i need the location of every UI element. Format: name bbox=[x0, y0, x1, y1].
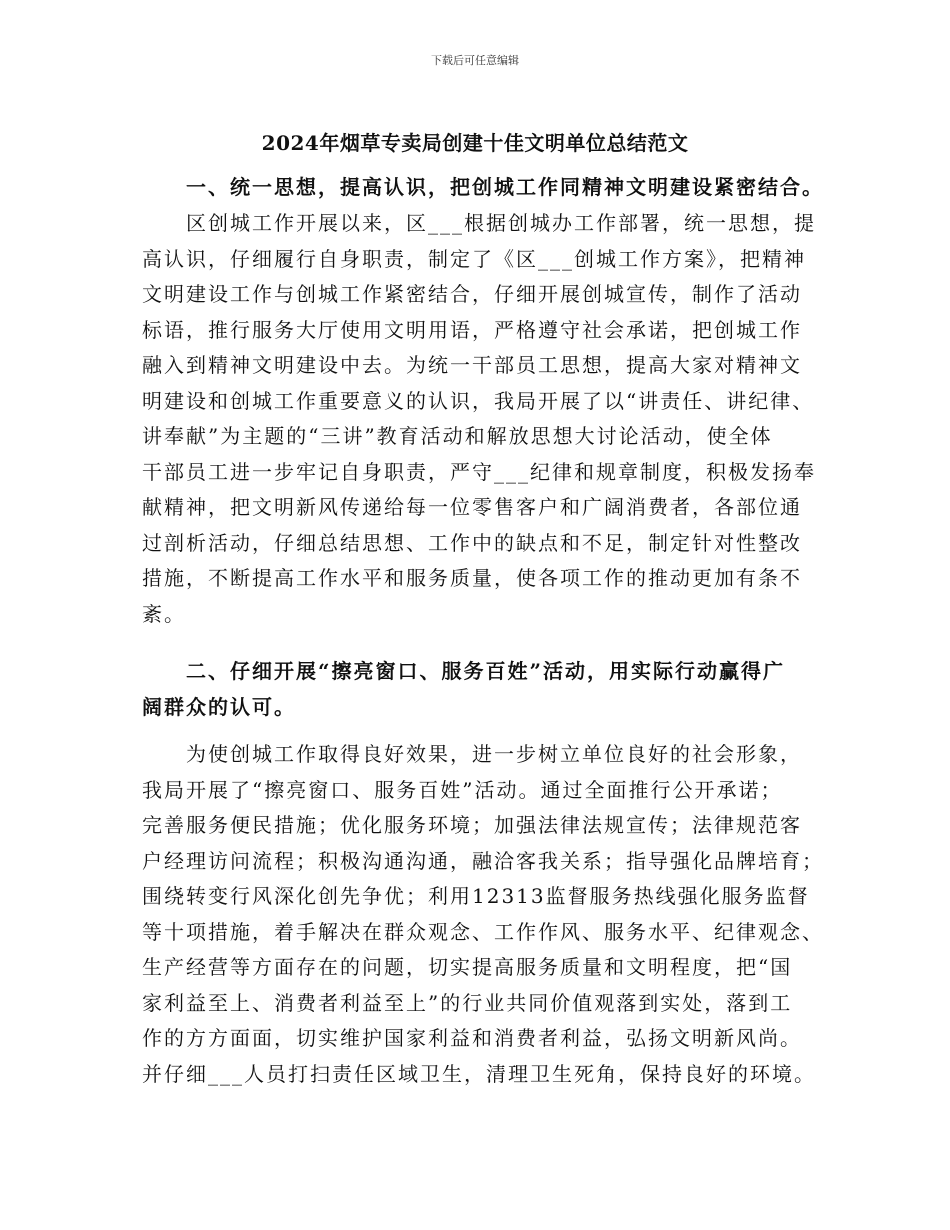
paragraph-line: 高认识，仔细履行自身职责，制定了《区___创城工作方案》，把精神 bbox=[142, 246, 806, 271]
heading-line: 二、仔细开展“擦亮窗口、服务百姓”活动，用实际行动赢得广 bbox=[186, 659, 786, 683]
paragraph-line: 作的方方面面，切实维护国家利益和消费者利益，弘扬文明新风尚。 bbox=[142, 1026, 802, 1050]
paragraph-line: 区创城工作开展以来，区___根据创城办工作部署，统一思想，提 bbox=[186, 211, 816, 235]
paragraph-line: 献精神，把文明新风传递给每一位零售客户和广阔消费者，各部位通 bbox=[142, 495, 802, 519]
paragraph-line: 家利益至上、消费者利益至上”的行业共同价值观落到实处，落到工 bbox=[142, 990, 793, 1015]
paragraph-line: 标语，推行服务大厅使用文明用语，严格遵守社会承诺，把创城工作 bbox=[142, 317, 802, 342]
paragraph-line: 并仔细___人员打扫责任区域卫生，清理卫生死角，保持良好的环境。 bbox=[142, 1061, 816, 1086]
section-2-heading bbox=[142, 654, 822, 725]
paragraph-line: 户经理访问流程；积极沟通沟通，融洽客我关系；指导强化品牌培育； bbox=[142, 848, 824, 873]
paragraph-line: 为使创城工作取得良好效果，进一步树立单位良好的社会形象， bbox=[186, 742, 802, 766]
paragraph-line: 围绕转变行风深化创先争优；利用12313监督服务热线强化服务监督 bbox=[142, 884, 810, 908]
paragraph-line: 措施，不断提高工作水平和服务质量，使各项工作的推动更加有条不 bbox=[142, 566, 802, 590]
paragraph-line: 文明建设工作与创城工作紧密结合，仔细开展创城宣传，制作了活动 bbox=[142, 282, 802, 306]
heading-line: 阔群众的认可。 bbox=[142, 694, 296, 719]
document-title: 2024年烟草专卖局创建十佳文明单位总结范文 bbox=[261, 131, 689, 155]
paragraph-line: 干部员工进一步牢记自身职责，严守___纪律和规章制度，积极发扬奉 bbox=[142, 459, 816, 484]
paragraph-line: 等十项措施，着手解决在群众观念、工作作风、服务水平、纪律观念、 bbox=[142, 919, 824, 944]
section-2-paragraph bbox=[142, 737, 822, 1092]
paragraph-line: 融入到精神文明建设中去。为统一干部员工思想，提高大家对精神文 bbox=[142, 353, 802, 377]
paragraph-line: 生产经营等方面存在的问题，切实提高服务质量和文明程度，把“国 bbox=[142, 955, 793, 979]
section-1-heading bbox=[142, 170, 822, 206]
paragraph-line: 明建设和创城工作重要意义的认识，我局开展了以“讲责任、讲纪律、 bbox=[142, 388, 815, 413]
paragraph-line: 过剖析活动，仔细总结思想、工作中的缺点和不足，制定针对性整改 bbox=[142, 530, 802, 555]
header-note: 下载后可任意编辑 bbox=[431, 54, 519, 67]
paragraph-line: 紊。 bbox=[142, 601, 186, 626]
paragraph-line: 我局开展了“擦亮窗口、服务百姓”活动。通过全面推行公开承诺； bbox=[142, 777, 783, 802]
paragraph-line: 讲奉献”为主题的“三讲”教育活动和解放思想大讨论活动，使全体 bbox=[142, 424, 773, 448]
section-1-paragraph bbox=[142, 206, 822, 632]
heading-line: 一、统一思想，提高认识，把创城工作同精神文明建设紧密结合。 bbox=[186, 175, 824, 199]
paragraph-line: 完善服务便民措施；优化服务环境；加强法律法规宣传；法律规范客 bbox=[142, 813, 802, 837]
